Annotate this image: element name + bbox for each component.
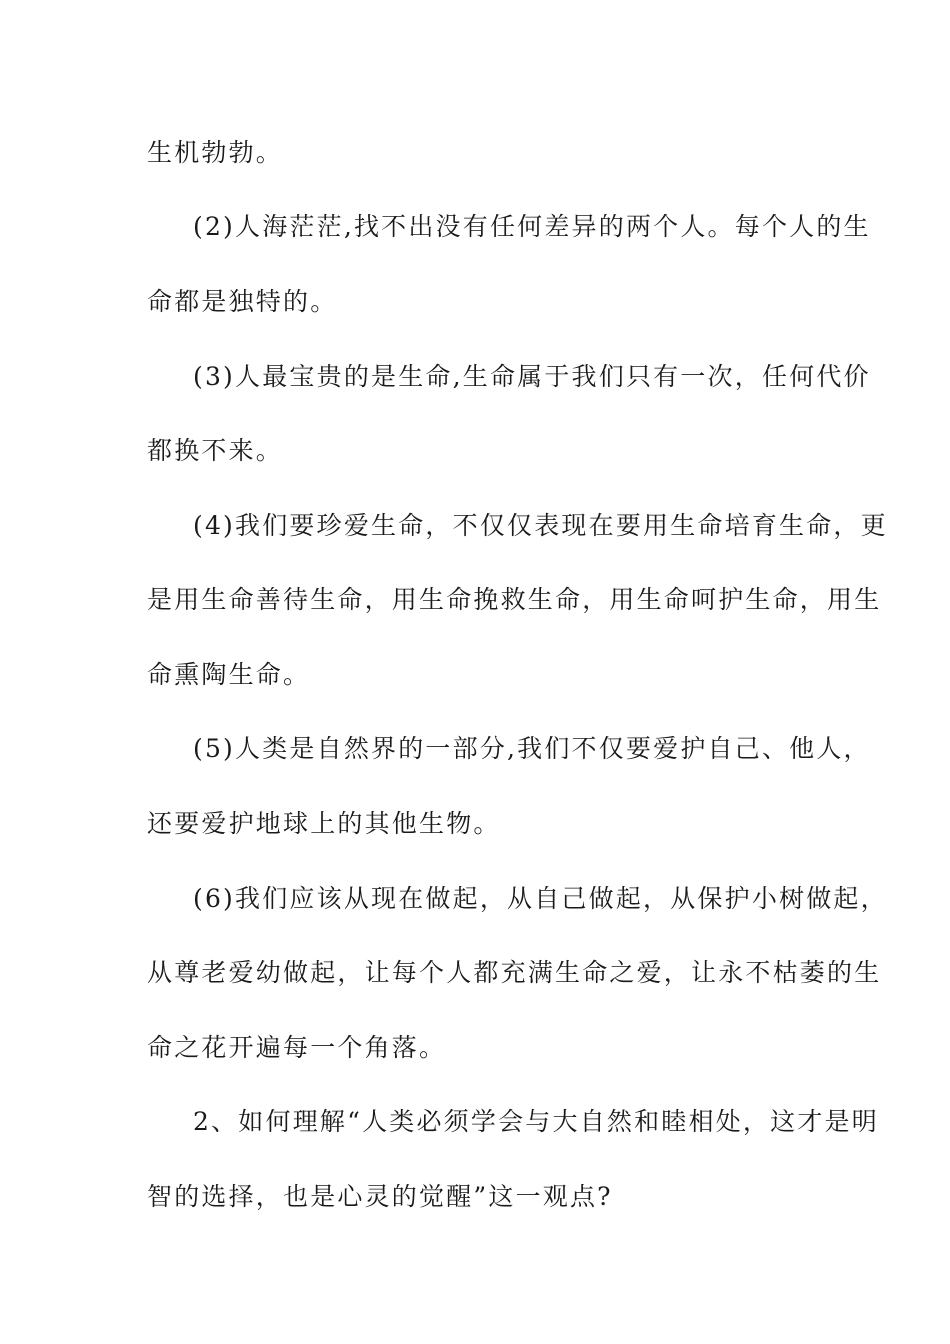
question-2-line-2: 智的选择，也是心灵的觉醒”这一观点? (147, 1182, 613, 1211)
paragraph-5-line-2: 还要爱护地球上的其他生物。 (147, 809, 501, 838)
paragraph-6-line-3: 命之花开遍每一个角落。 (147, 1033, 447, 1062)
paragraph-1-line-1: 生机勃勃。 (147, 138, 284, 167)
paragraph-2-line-2: 命都是独特的。 (147, 287, 338, 316)
question-2-line-1: 2、如何理解“人类必须学会与大自然和睦相处，这才是明 (193, 1107, 879, 1136)
paragraph-5-line-1: (5)人类是自然界的一部分,我们不仅要爱护自己、他人， (193, 734, 871, 763)
paragraph-2-line-1: (2)人海茫茫,找不出没有任何差异的两个人。每个人的生 (193, 212, 871, 241)
paragraph-4-line-3: 命熏陶生命。 (147, 660, 311, 689)
paragraph-6-line-2: 从尊老爱幼做起，让每个人都充满生命之爱，让永不枯萎的生 (147, 958, 882, 987)
paragraph-3-line-2: 都换不来。 (147, 436, 284, 465)
paragraph-3-line-1: (3)人最宝贵的是生命,生命属于我们只有一次，任何代价 (193, 362, 871, 391)
paragraph-4-line-2: 是用生命善待生命，用生命挽救生命，用生命呵护生命，用生 (147, 585, 882, 614)
paragraph-6-line-1: (6)我们应该从现在做起，从自己做起，从保护小树做起， (193, 884, 888, 913)
paragraph-4-line-1: (4)我们要珍爱生命，不仅仅表现在要用生命培育生命，更 (193, 511, 888, 540)
